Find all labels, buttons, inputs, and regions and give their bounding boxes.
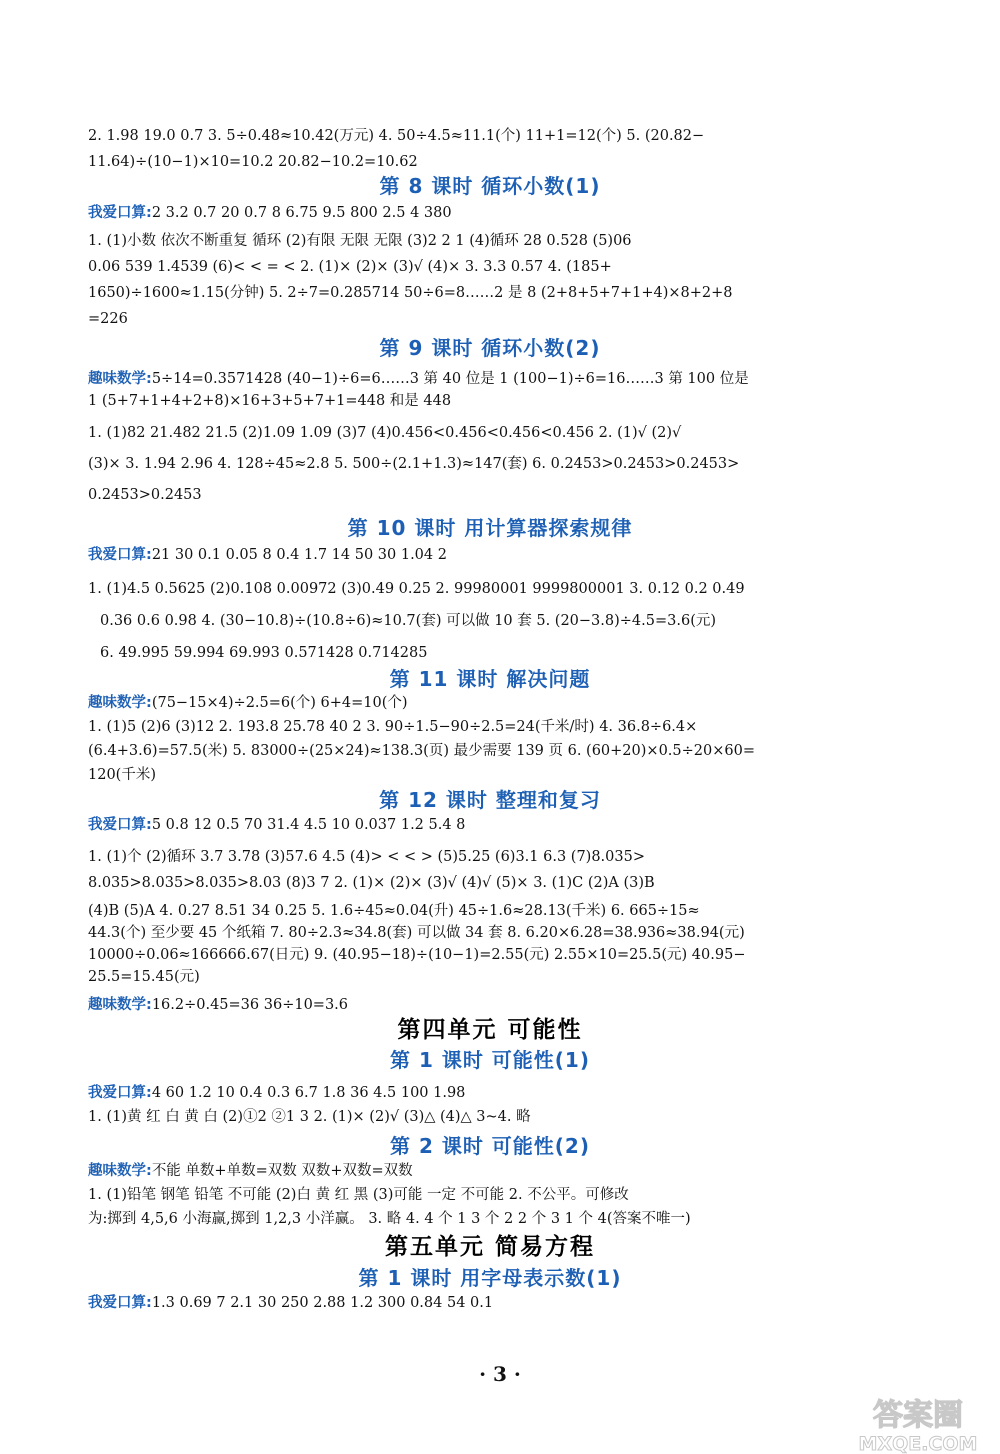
text-line: 1. (1)5 (2)6 (3)12 2. 193.8 25.78 40 2 3. 90÷1.5−90÷2.5=24(千米/时) 4. 36.8÷6.4× — [88, 719, 698, 735]
lesson-12-block — [88, 812, 892, 896]
quwei-values: (75−15×4)÷2.5=6(个) 6+4=10(个) — [151, 695, 408, 711]
lesson-12-more — [88, 900, 892, 1016]
text-line: (4)B (5)A 4. 0.27 8.51 34 0.25 5. 1.6÷45≈0.04(升) 45÷1.6≈28.13(千米) 6. 665÷15≈ — [88, 903, 700, 919]
lesson-9-block — [88, 368, 892, 412]
kousuan-tag: 我爱口算: — [88, 1085, 152, 1101]
watermark-bottom: MXQE.COM — [858, 1433, 978, 1454]
kousuan-values: 21 30 0.1 0.05 8 0.4 1.7 14 50 30 1.04 2 — [151, 547, 447, 563]
unit-4-lesson-2-block — [88, 1160, 892, 1230]
text-line: 2. 1.98 19.0 0.7 3. 5÷0.48≈10.42(万元) 4. 50÷4.5≈11.1(个) 11+1=12(个) 5. (20.82− — [88, 128, 705, 144]
kousuan-values: 1.3 0.69 7 2.1 30 250 2.88 1.2 300 0.84 54 0.1 — [151, 1295, 494, 1311]
quwei-values: 5÷14=0.3571428 (40−1)÷6=6……3 第 40 位是 1 (100−1)÷6=16……3 第 100 位是 — [151, 371, 749, 387]
kousuan-tag: 我爱口算: — [88, 1295, 152, 1311]
unit-4-title: 第四单元 可能性 — [397, 1017, 583, 1043]
lesson-12-title: 第 12 课时 整理和复习 — [379, 788, 601, 812]
text-line: 10000÷0.06≈166666.67(日元) 9. (40.95−18)÷(10−1)=2.55(元) 2.55×10=25.5(元) 40.95− — [88, 947, 746, 963]
kousuan-values: 2 3.2 0.7 20 0.7 8 6.75 9.5 800 2.5 4 380 — [151, 205, 452, 221]
kousuan-line — [88, 1082, 892, 1104]
text-line: 120(千米) — [88, 767, 156, 783]
quwei-line — [88, 1160, 892, 1182]
text-line: 为:掷到 4,5,6 小海赢,掷到 1,2,3 小洋赢。 3. 略 4. 4 个 1 3 个 2 2 个 3 1 个 4(答案不唯一) — [88, 1211, 691, 1227]
text-line: 1 (5+7+1+4+2+8)×16+3+5+7+1=448 和是 448 — [88, 393, 452, 409]
lesson-9-title: 第 9 课时 循环小数(2) — [379, 336, 601, 360]
unit-4-lesson-1-title: 第 1 课时 可能性(1) — [389, 1048, 590, 1072]
text-line: 25.5=15.45(元) — [88, 969, 200, 985]
page-number: · 3 · — [479, 1362, 521, 1386]
lesson-11-block — [88, 692, 892, 786]
lesson-10-title: 第 10 课时 用计算器探索规律 — [347, 516, 633, 540]
text-line: 1. (1)82 21.482 21.5 (2)1.09 1.09 (3)7 (4)0.456<0.456<0.456<0.456 2. (1)√ (2)√ — [88, 425, 682, 441]
text-line: (6.4+3.6)=57.5(米) 5. 83000÷(25×24)≈138.3(页) 最少需要 139 页 6. (60+20)×0.5÷20×60= — [88, 743, 755, 759]
kousuan-tag: 我爱口算: — [88, 205, 152, 221]
text-line: 0.06 539 1.4539 (6)< < = < 2. (1)× (2)× (3)√ (4)× 3. 3.3 0.57 4. (185+ — [88, 259, 612, 275]
kousuan-line — [88, 1290, 892, 1316]
quwei-values: 不能 单数+单数=双数 双数+双数=双数 — [151, 1163, 413, 1179]
kousuan-values: 5 0.8 12 0.5 70 31.4 4.5 10 0.037 1.2 5.4 8 — [151, 817, 466, 833]
lesson-8-block — [88, 200, 892, 332]
text-line: 1650)÷1600≈1.15(分钟) 5. 2÷7=0.285714 50÷6=8……2 是 8 (2+8+5+7+1+4)×8+2+8 — [88, 285, 733, 301]
lesson-10-block — [88, 542, 892, 666]
intro-block — [88, 123, 892, 175]
lesson-11-title: 第 11 课时 解决问题 — [389, 667, 591, 691]
text-line: 1. (1)铅笔 钢笔 铅笔 不可能 (2)白 黄 红 黑 (3)可能 一定 不可能 2. 不公平。可修改 — [88, 1187, 629, 1203]
watermark-logo — [838, 1395, 1000, 1454]
text-line: 0.2453>0.2453 — [88, 487, 202, 503]
text-line: 8.035>8.035>8.035>8.03 (8)3 7 2. (1)× (2)× (3)√ (4)√ (5)× 3. (1)C (2)A (3)B — [88, 875, 655, 891]
kousuan-tag: 我爱口算: — [88, 547, 152, 563]
text-line: 11.64)÷(10−1)×10=10.2 20.82−10.2=10.62 — [88, 154, 418, 170]
text-line: =226 — [88, 311, 128, 327]
text-line: 1. (1)个 (2)循环 3.7 3.78 (3)57.6 4.5 (4)> < < > (5)5.25 (6)3.1 6.3 (7)8.035> — [88, 849, 645, 865]
quwei-line — [88, 692, 892, 714]
kousuan-line — [88, 542, 892, 568]
kousuan-values: 4 60 1.2 10 0.4 0.3 6.7 1.8 36 4.5 100 1.98 — [151, 1085, 466, 1101]
quwei-line — [88, 368, 892, 390]
unit-5-title: 第五单元 简易方程 — [384, 1234, 595, 1260]
quwei-tag: 趣味数学: — [88, 695, 152, 711]
text-line: 1. (1)黄 红 白 黄 白 (2)①2 ②1 3 2. (1)× (2)√ (3)△ (4)△ 3~4. 略 — [88, 1109, 531, 1125]
unit-5-lesson-1-title: 第 1 课时 用字母表示数(1) — [358, 1266, 622, 1290]
text-line: (3)× 3. 1.94 2.96 4. 128÷45≈2.8 5. 500÷(2.1+1.3)≈147(套) 6. 0.2453>0.2453>0.2453> — [88, 456, 740, 472]
kousuan-line — [88, 200, 892, 226]
quwei-values: 16.2÷0.45=36 36÷10=3.6 — [151, 997, 349, 1013]
lesson-9-answers — [88, 420, 892, 508]
text-line: 0.36 0.6 0.98 4. (30−10.8)÷(10.8÷6)≈10.7(套) 可以做 10 套 5. (20−3.8)÷4.5=3.6(元) — [100, 613, 717, 629]
text-line: 6. 49.995 59.994 69.993 0.571428 0.714285 — [100, 645, 428, 661]
quwei-tag: 趣味数学: — [88, 1163, 152, 1179]
kousuan-line — [88, 812, 892, 838]
text-line: 1. (1)4.5 0.5625 (2)0.108 0.00972 (3)0.49 0.25 2. 99980001 9999800001 3. 0.12 0.2 0.49 — [88, 581, 745, 597]
unit-4-lesson-1-block — [88, 1082, 892, 1128]
kousuan-tag: 我爱口算: — [88, 817, 152, 833]
watermark-top: 答案圈 — [873, 1398, 963, 1433]
text-line: 44.3(个) 至少要 45 个纸箱 7. 80÷2.3≈34.8(套) 可以做 34 套 8. 6.20×6.28=38.936≈38.94(元) — [88, 925, 745, 941]
unit-5-lesson-1-block — [88, 1290, 892, 1316]
quwei-tag: 趣味数学: — [88, 371, 152, 387]
quwei-tag: 趣味数学: — [88, 997, 152, 1013]
unit-4-lesson-2-title: 第 2 课时 可能性(2) — [389, 1134, 590, 1158]
text-line: 1. (1)小数 依次不断重复 循环 (2)有限 无限 无限 (3)2 2 1 (4)循环 28 0.528 (5)06 — [88, 233, 632, 249]
lesson-8-title: 第 8 课时 循环小数(1) — [379, 174, 601, 198]
